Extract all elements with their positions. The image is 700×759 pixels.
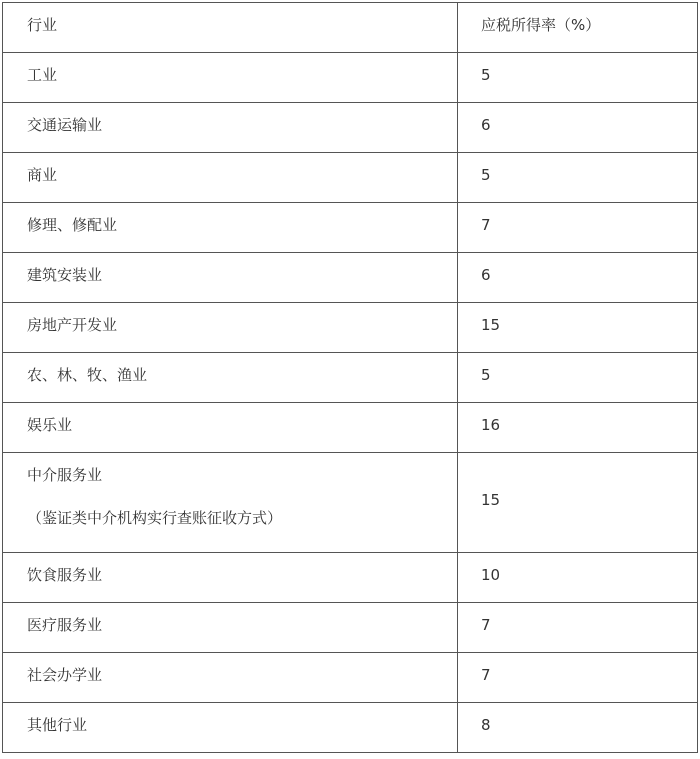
tax-rate-table-container — [2, 2, 698, 753]
rate-cell: 5 — [458, 53, 698, 103]
table-row — [3, 653, 698, 703]
rate-cell: 10 — [458, 553, 698, 603]
rate-cell: 6 — [458, 253, 698, 303]
industry-cell: 房地产开发业 — [3, 303, 458, 353]
industry-cell: 商业 — [3, 153, 458, 203]
industry-cell: 饮食服务业 — [3, 553, 458, 603]
table-row — [3, 553, 698, 603]
industry-cell: 农、林、牧、渔业 — [3, 353, 458, 403]
rate-cell: 7 — [458, 203, 698, 253]
rate-cell: 7 — [458, 653, 698, 703]
industry-cell — [3, 453, 458, 553]
rate-cell: 15 — [458, 453, 698, 553]
industry-cell: 娱乐业 — [3, 403, 458, 453]
industry-note: （鉴证类中介机构实行查账征收方式） — [27, 509, 283, 527]
table-row — [3, 103, 698, 153]
rate-cell: 16 — [458, 403, 698, 453]
table-row — [3, 53, 698, 103]
header-rate: 应税所得率（%） — [458, 3, 698, 53]
industry-cell: 医疗服务业 — [3, 603, 458, 653]
rate-cell: 8 — [458, 703, 698, 753]
rate-cell: 5 — [458, 353, 698, 403]
rate-cell: 7 — [458, 603, 698, 653]
table-row — [3, 153, 698, 203]
table-row — [3, 403, 698, 453]
rate-cell: 5 — [458, 153, 698, 203]
table-row — [3, 353, 698, 403]
rate-cell: 6 — [458, 103, 698, 153]
industry-cell: 建筑安装业 — [3, 253, 458, 303]
industry-cell: 社会办学业 — [3, 653, 458, 703]
industry-cell: 其他行业 — [3, 703, 458, 753]
table-row — [3, 603, 698, 653]
table-row — [3, 253, 698, 303]
table-row — [3, 303, 698, 353]
table-row — [3, 453, 698, 553]
industry-cell: 交通运输业 — [3, 103, 458, 153]
header-industry: 行业 — [3, 3, 458, 53]
industry-label: 中介服务业 — [27, 466, 103, 484]
table-header-row — [3, 3, 698, 53]
table-row — [3, 203, 698, 253]
table-row — [3, 703, 698, 753]
industry-cell: 修理、修配业 — [3, 203, 458, 253]
rate-cell: 15 — [458, 303, 698, 353]
industry-cell: 工业 — [3, 53, 458, 103]
tax-rate-table — [2, 2, 698, 753]
